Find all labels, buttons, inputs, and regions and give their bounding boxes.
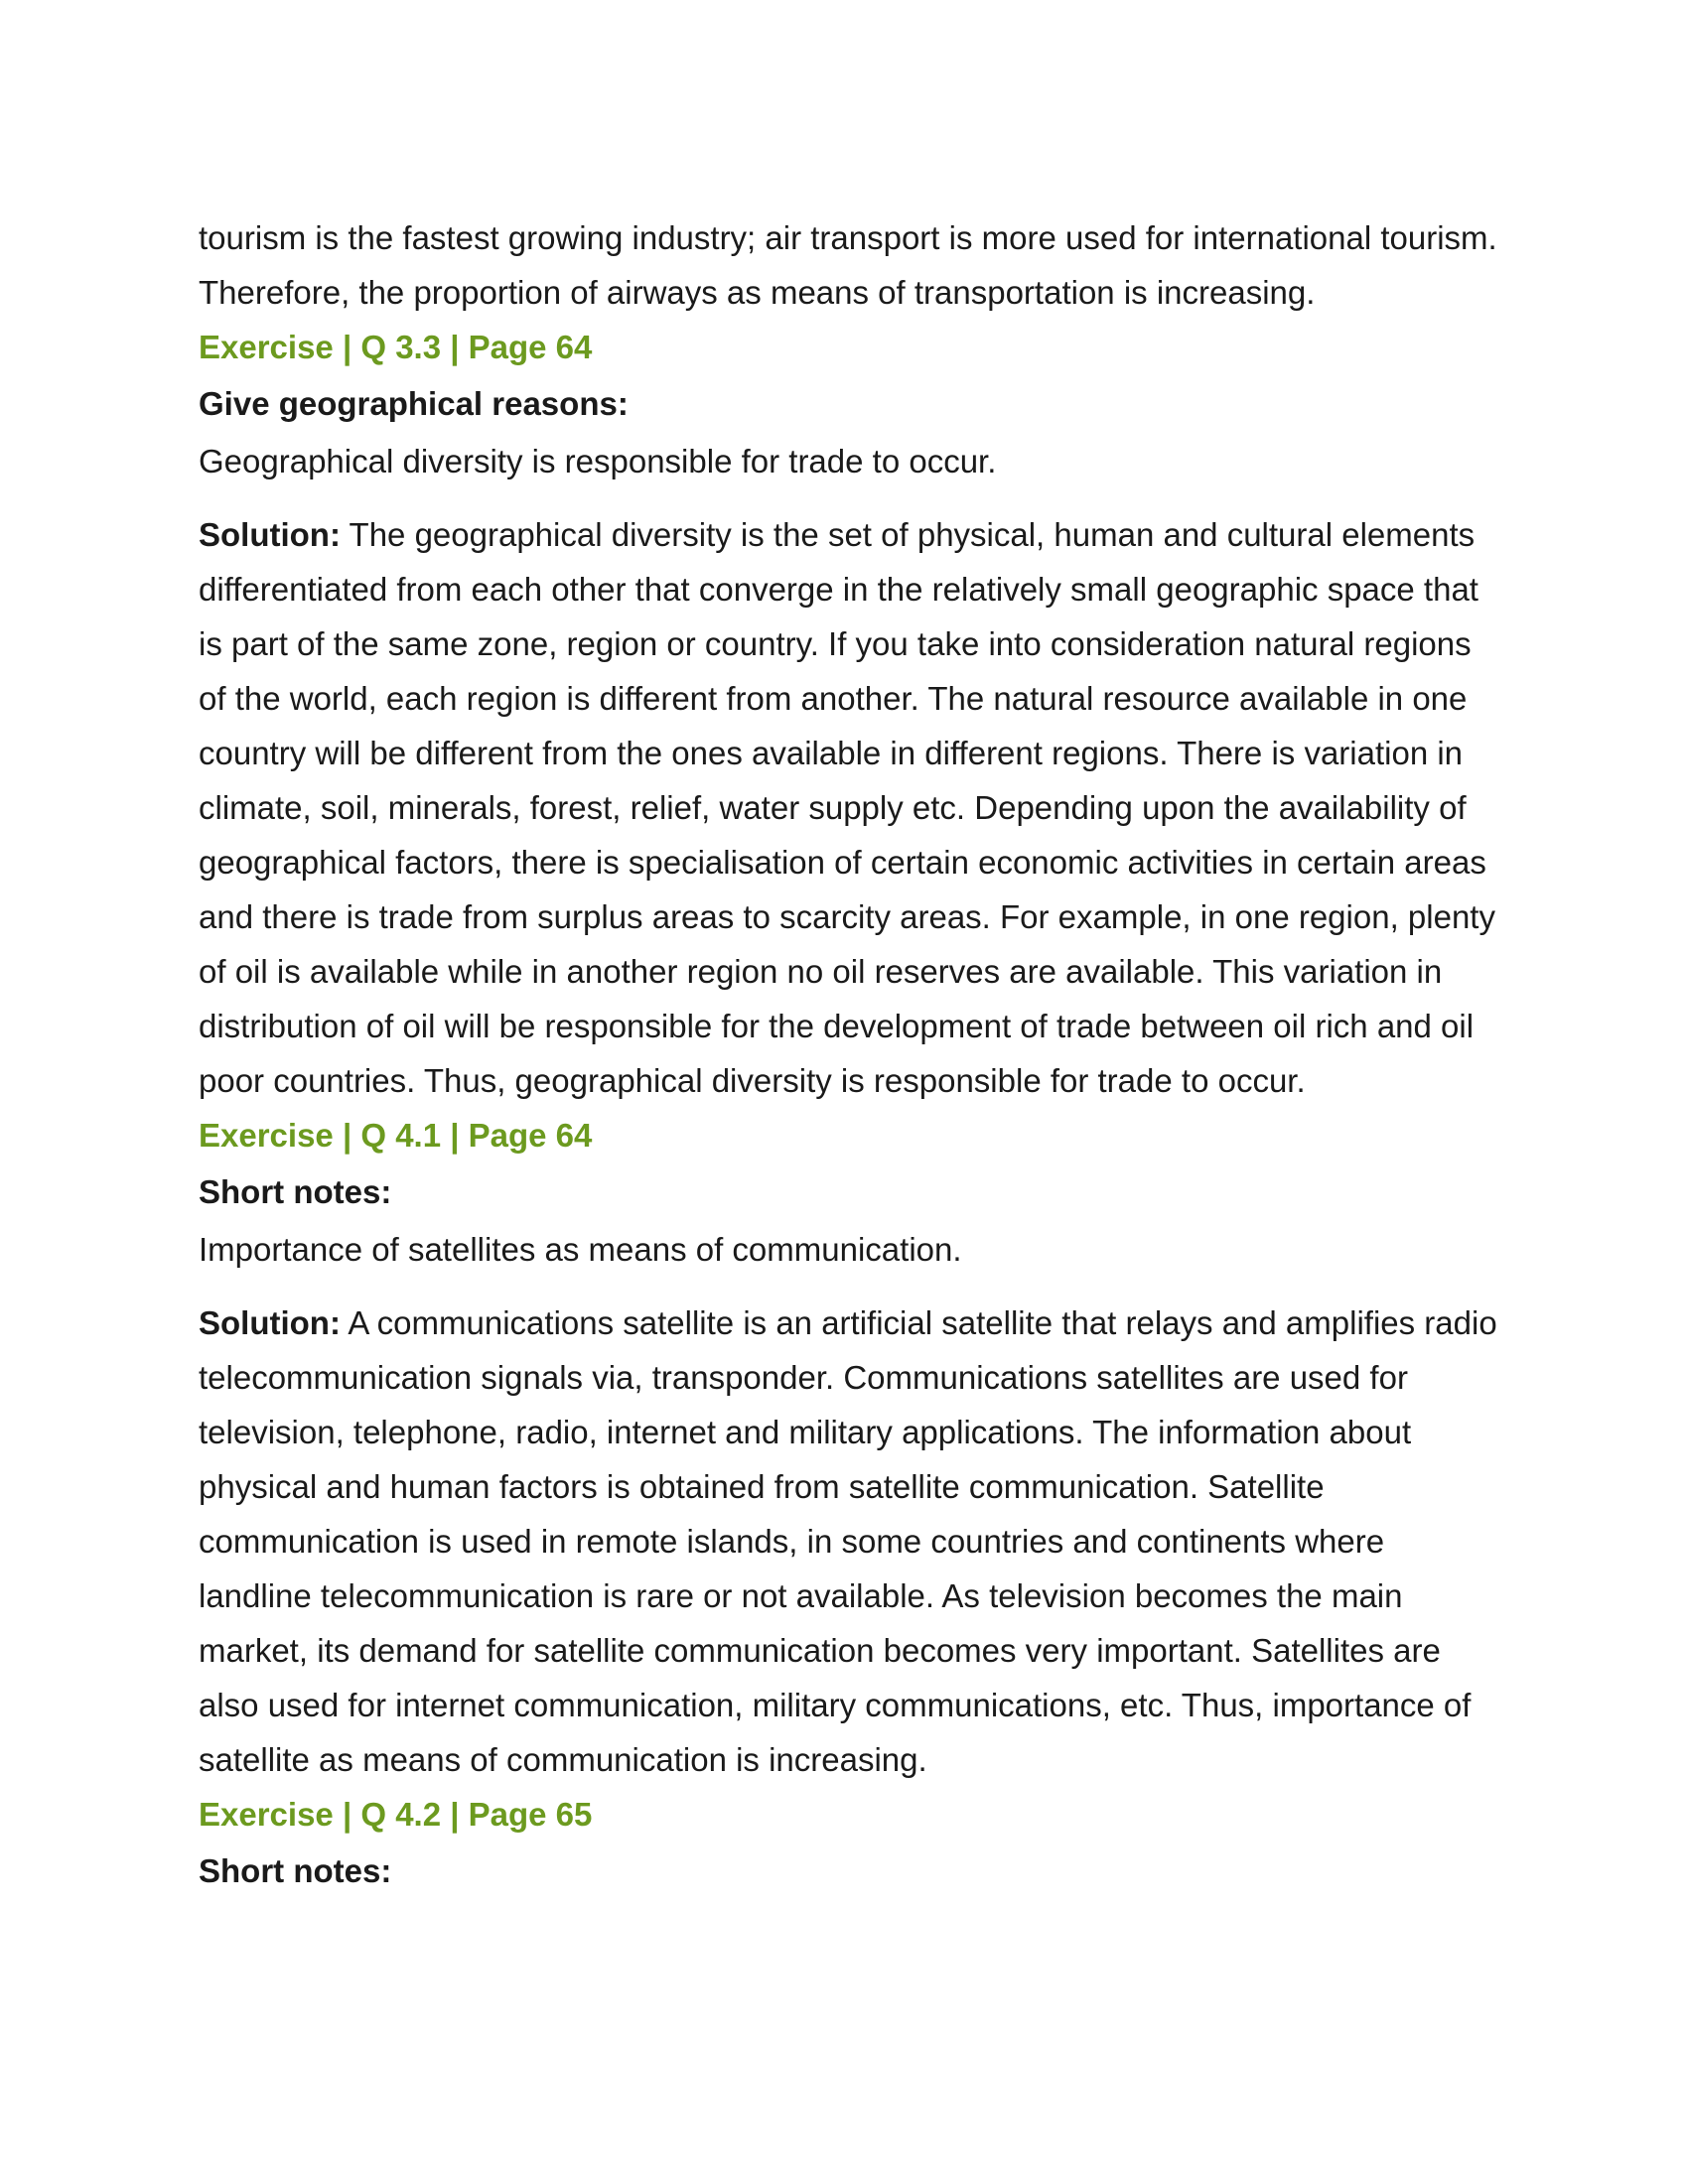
question-text: Importance of satellites as means of communication. <box>199 1231 962 1268</box>
exercise-heading[interactable]: Exercise | Q 3.3 | Page 64 <box>199 329 593 365</box>
exercise-heading[interactable]: Exercise | Q 4.1 | Page 64 <box>199 1117 593 1154</box>
document-page <box>199 210 1499 1891</box>
exercise-section <box>199 320 1499 1108</box>
solution-paragraph <box>199 507 1499 1108</box>
exercise-heading[interactable]: Exercise | Q 4.2 | Page 65 <box>199 1796 593 1833</box>
solution-label: Solution: <box>199 516 341 553</box>
solution-text: The geographical diversity is the set of physical, human and cultural elements differentiated from each other that converge in the relatively small geographic space that is part of the same zone, region or country. If you take into consideration natural regions of the world, each region is different from another. The natural resource available in one country will be different from the ones available in different regions. There is variation in climate, soil, minerals, forest, relief, water supply etc. Depending upon the availability of geographical factors, there is specialisation of certain economic activities in certain areas and there is trade from surplus areas to scarcity areas. For example, in one region, plenty of oil is available while in another region no oil reserves are available. This variation in distribution of oil will be responsible for the development of trade between oil rich and oil poor countries. Thus, geographical diversity is responsible for trade to occur. <box>199 516 1495 1099</box>
question-label: Short notes: <box>199 1173 392 1210</box>
solution-label: Solution: <box>199 1304 341 1341</box>
question-label: Give geographical reasons: <box>199 385 629 422</box>
intro-paragraph: tourism is the fastest growing industry; air transport is more used for international tourism. Therefore, the proportion of airways as means of transportation is increasing. <box>199 219 1497 311</box>
exercise-section <box>199 1108 1499 1787</box>
solution-text: A communications satellite is an artificial satellite that relays and amplifies radio telecommunication signals via, transponder. Communications satellites are used for television, telephone, radio, internet and military applications. The information about physical and human factors is obtained from satellite communication. Satellite communication is used in remote islands, in some countries and continents where landline telecommunication is rare or not available. As television becomes the main market, its demand for satellite communication becomes very important. Satellites are also used for internet communication, military communications, etc. Thus, importance of satellite as means of communication is increasing. <box>199 1304 1497 1778</box>
solution-paragraph <box>199 1296 1499 1787</box>
exercise-section <box>199 1787 1499 1891</box>
question-text: Geographical diversity is responsible for trade to occur. <box>199 443 997 479</box>
question-label: Short notes: <box>199 1852 392 1889</box>
